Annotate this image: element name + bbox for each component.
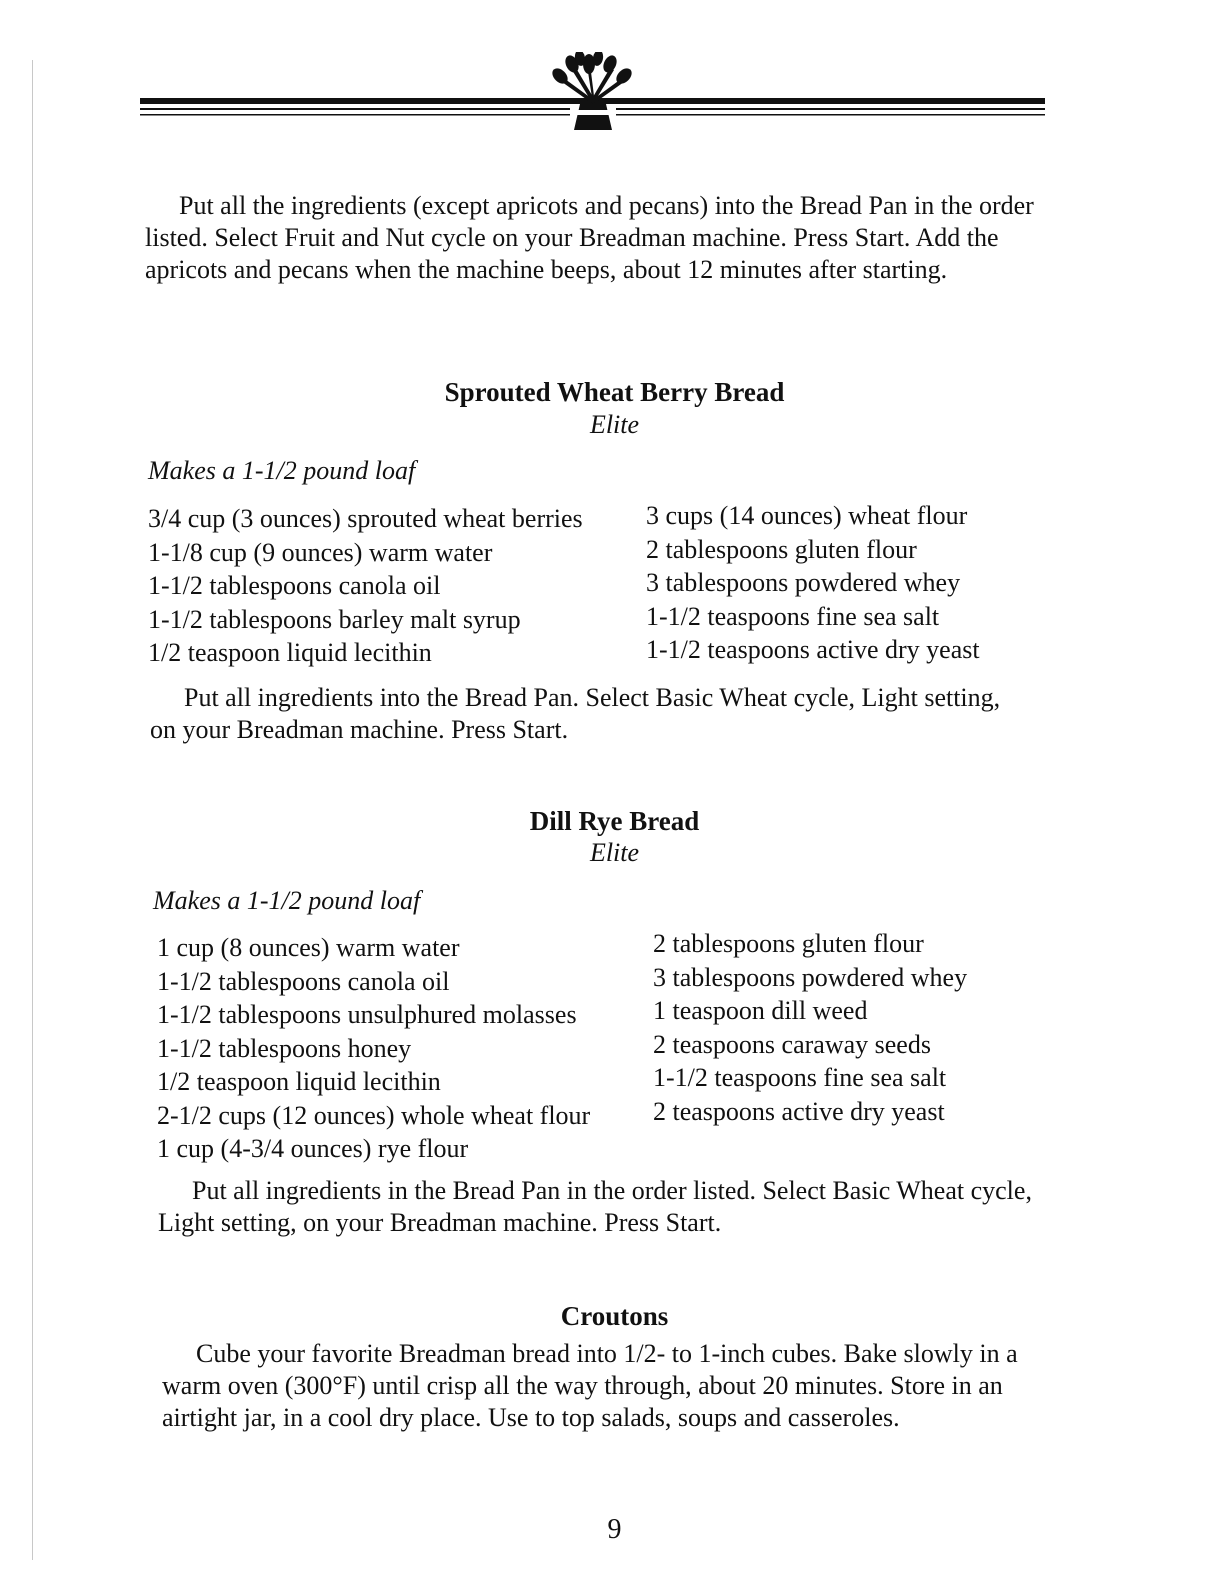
ingredients-left-column	[148, 502, 583, 670]
ingredient-item: 3 tablespoons powdered whey	[653, 962, 968, 992]
ingredient-item: 1 teaspoon dill weed	[653, 996, 868, 1025]
croutons-paragraph: Cube your favorite Breadman bread into 1/2- to 1-inch cubes. Bake slowly in a warm oven (300°F) until crisp all the way through, about 20 minutes. Store in an airtight jar, in a cool dry place. Use to top salads, soups and casseroles.	[162, 1339, 1018, 1432]
wheat-sheaf-icon	[140, 52, 1045, 132]
ingredient-item: 1-1/2 teaspoons fine sea salt	[653, 1063, 947, 1092]
recipe-instructions: Put all ingredients into the Bread Pan. Select Basic Wheat cycle, Light setting, on your Breadman machine. Press Start.	[150, 683, 1001, 744]
ingredient-item: 1/2 teaspoon liquid lecithin	[157, 1067, 441, 1096]
recipe-instructions: Put all ingredients in the Bread Pan in the order listed. Select Basic Wheat cycle, Light setting, on your Breadman machine. Press Start.	[158, 1176, 1032, 1237]
recipe-title: Sprouted Wheat Berry Bread	[444, 377, 785, 407]
ingredients-right-column	[653, 927, 967, 1128]
ingredient-item: 1/2 teaspoon liquid lecithin	[148, 638, 432, 667]
ingredient-item: 1 cup (4-3/4 ounces) rye flour	[157, 1134, 469, 1163]
ingredient-item: 1 cup (8 ounces) warm water	[157, 933, 460, 962]
ingredient-item: 1-1/2 tablespoons barley malt syrup	[148, 604, 521, 634]
header-ornament	[140, 52, 1045, 132]
ingredient-item: 1-1/2 teaspoons active dry yeast	[646, 635, 980, 664]
intro-paragraph: Put all the ingredients (except apricots and pecans) into the Bread Pan in the order listed. Select Fruit and Nut cycle on your Breadman machine. Press Start. Add the apricots and pecans when the machine beeps, about 12 minutes after starting.	[145, 191, 1034, 284]
recipe-subtitle: Elite	[589, 838, 640, 867]
recipe-title: Dill Rye Bread	[529, 806, 700, 836]
ingredient-item: 2 tablespoons gluten flour	[653, 929, 924, 958]
ingredient-item: 1-1/2 teaspoons fine sea salt	[646, 601, 940, 631]
ingredient-item: 1-1/2 tablespoons canola oil	[148, 571, 441, 600]
recipe-yield: Makes a 1-1/2 pound loaf	[148, 456, 416, 485]
ingredient-item: 1-1/2 tablespoons honey	[157, 1033, 412, 1063]
ingredient-item: 1-1/2 tablespoons canola oil	[157, 966, 450, 996]
ingredient-item: 3/4 cup (3 ounces) sprouted wheat berries	[148, 504, 583, 533]
ingredient-item: 2 tablespoons gluten flour	[646, 534, 917, 564]
ingredient-item: 2 teaspoons caraway seeds	[653, 1029, 931, 1059]
ingredients-right-column	[646, 499, 980, 667]
ingredient-item: 1-1/2 tablespoons unsulphured molasses	[157, 1000, 577, 1029]
recipe-subtitle: Elite	[589, 410, 640, 439]
ingredients-left-column	[157, 931, 590, 1166]
page-number: 9	[607, 1514, 622, 1545]
recipe-yield: Makes a 1-1/2 pound loaf	[153, 886, 421, 915]
ingredient-item: 3 tablespoons powdered whey	[646, 568, 961, 597]
ingredient-item: 2 teaspoons active dry yeast	[653, 1096, 945, 1126]
ingredient-item: 2-1/2 cups (12 ounces) whole wheat flour	[157, 1100, 591, 1130]
ingredient-item: 3 cups (14 ounces) wheat flour	[646, 501, 968, 530]
croutons-title: Croutons	[560, 1301, 669, 1331]
ingredient-item: 1-1/8 cup (9 ounces) warm water	[148, 537, 493, 567]
